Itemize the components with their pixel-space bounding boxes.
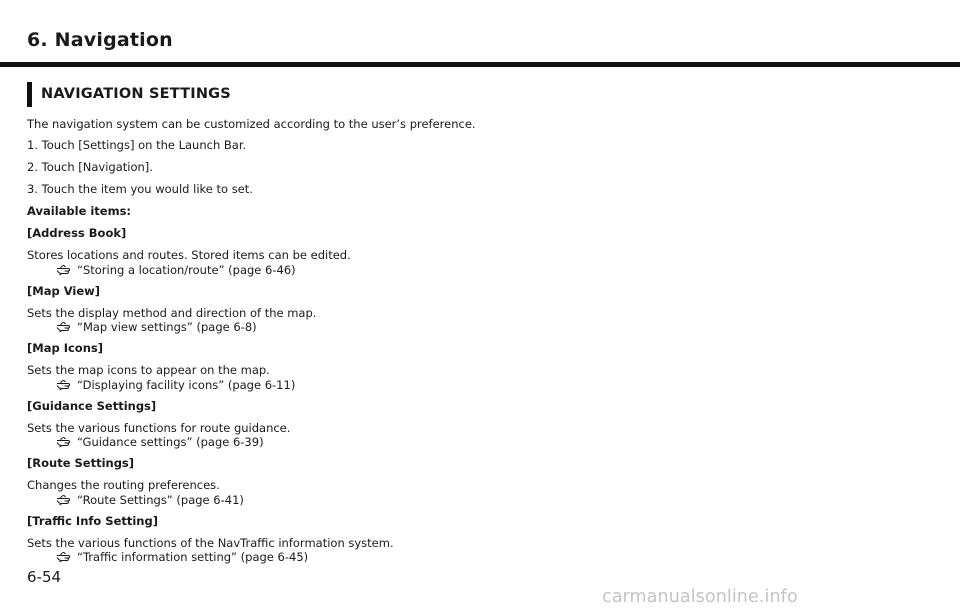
item-description: Sets the various functions of the NavTraffic information system. [27,536,394,550]
step-3: 3. Touch the item you would like to set. [27,182,253,196]
section-title: NAVIGATION SETTINGS [41,86,231,102]
cross-reference-link[interactable] [56,378,295,392]
cross-reference-link[interactable] [56,435,264,449]
page-number: 6-54 [27,568,62,586]
cross-reference-link[interactable] [56,320,257,334]
item-description: Changes the routing preferences. [27,478,220,492]
item-heading-guidance-settings: [Guidance Settings] [27,399,157,413]
intro-text: The navigation system can be customized according to the user’s preference. [27,117,476,131]
cross-reference-text: “Map view settings” (page 6-8) [77,320,257,334]
step-2: 2. Touch [Navigation]. [27,160,153,174]
pointing-hand-icon [56,551,75,563]
cross-reference-text: “Route Settings” (page 6-41) [77,493,244,507]
chapter-title: 6. Navigation [27,29,173,51]
available-items-label: Available items: [27,204,132,218]
item-heading-map-icons: [Map Icons] [27,341,103,355]
step-1: 1. Touch [Settings] on the Launch Bar. [27,138,247,152]
watermark: carmanualsonline.info [602,587,798,607]
item-description: Stores locations and routes. Stored items can be edited. [27,248,351,262]
item-heading-address-book: [Address Book] [27,226,127,240]
cross-reference-link[interactable] [56,493,244,507]
cross-reference-text: “Storing a location/route” (page 6-46) [77,263,296,277]
cross-reference-link[interactable] [56,263,296,277]
pointing-hand-icon [56,321,75,333]
cross-reference-text: “Traffic information setting” (page 6-45) [77,550,309,564]
item-description: Sets the various functions for route guidance. [27,421,291,435]
pointing-hand-icon [56,494,75,506]
item-heading-traffic-info-setting: [Traffic Info Setting] [27,514,158,528]
cross-reference-text: “Displaying facility icons” (page 6-11) [77,378,296,392]
header-rule [0,62,960,67]
section-marker-bar [27,82,32,107]
item-description: Sets the map icons to appear on the map. [27,363,270,377]
item-description: Sets the display method and direction of the map. [27,306,317,320]
item-heading-map-view: [Map View] [27,284,101,298]
cross-reference-text: “Guidance settings” (page 6-39) [77,435,264,449]
pointing-hand-icon [56,436,75,448]
pointing-hand-icon [56,379,75,391]
item-heading-route-settings: [Route Settings] [27,456,135,470]
cross-reference-link[interactable] [56,550,308,564]
pointing-hand-icon [56,264,75,276]
